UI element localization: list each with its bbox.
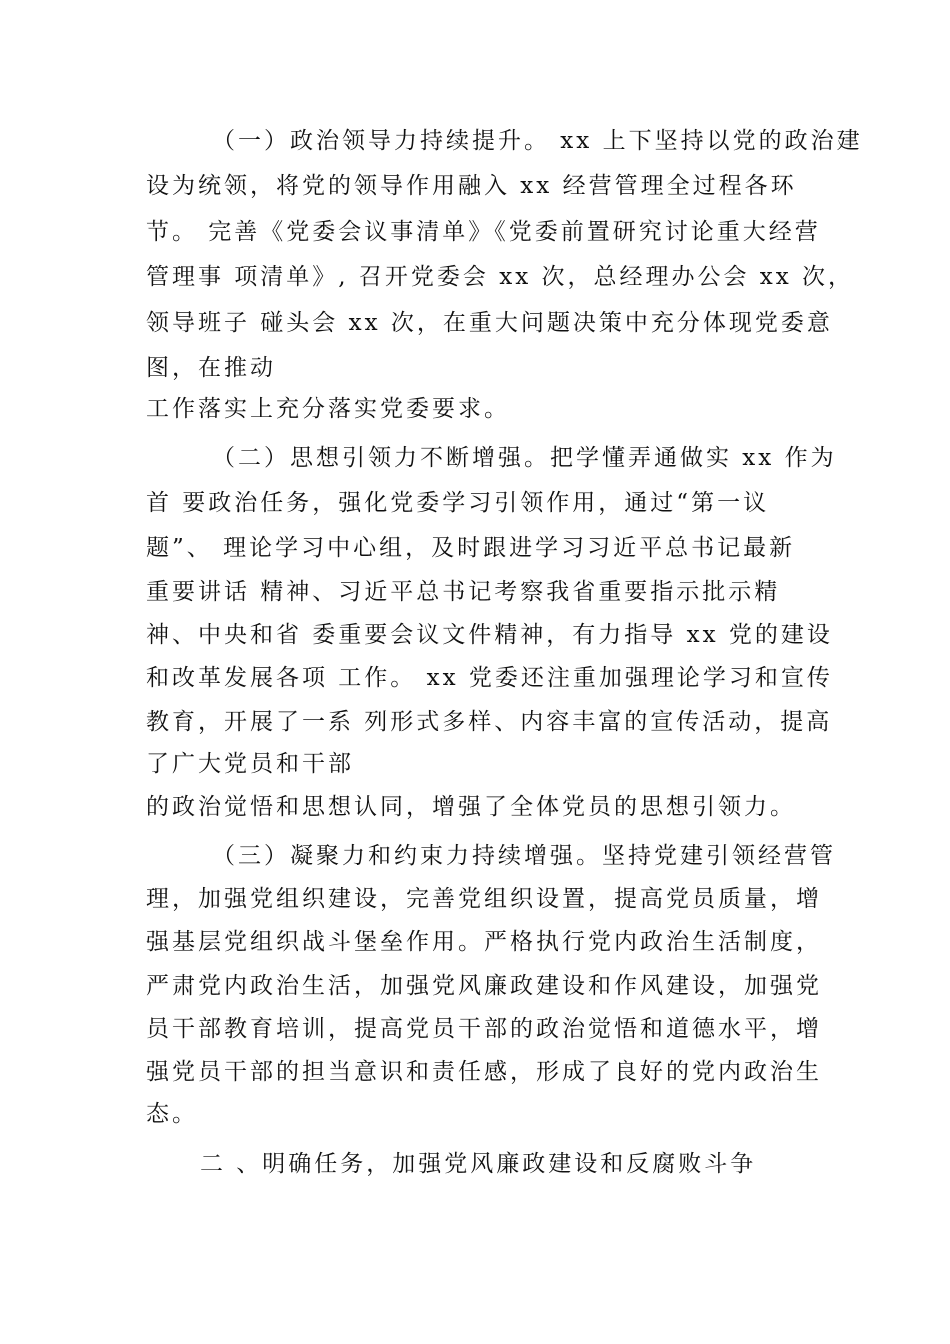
section3-line-7: 态。 bbox=[146, 1101, 198, 1127]
section1-line-7: 工作落实上充分落实党委要求。 bbox=[146, 396, 510, 422]
section2-line-5: 神、中央和省 委重要会议文件精神，有力指导 xx 党的建设 bbox=[146, 622, 833, 648]
section1-line-1: （一）政治领导力持续提升。 xx 上下坚持以党的政治建 bbox=[212, 128, 863, 154]
section3-line-5: 员干部教育培训，提高党员干部的政治觉悟和道德水平，增 bbox=[146, 1016, 822, 1042]
section2-line-6: 和改革发展各项 工作。 xx 党委还注重加强理论学习和宣传 bbox=[146, 665, 833, 691]
section3-line-1: （三）凝聚力和约束力持续增强。坚持党建引领经营管 bbox=[212, 843, 836, 869]
section2-line-4: 重要讲话 精神、习近平总书记考察我省重要指示批示精 bbox=[146, 579, 781, 605]
section1-line-4: 管理事 项清单》, 召开党委会 xx 次，总经理办公会 xx 次， bbox=[146, 264, 855, 290]
section2-line-9: 的政治觉悟和思想认同，增强了全体党员的思想引领力。 bbox=[146, 794, 796, 820]
section2-line-8: 了广大党员和干部 bbox=[146, 751, 354, 777]
section3-line-6: 强党员干部的担当意识和责任感，形成了良好的党内政治生 bbox=[146, 1059, 822, 1085]
section2-line-3: 题”、 理论学习中心组，及时跟进学习习近平总书记最新 bbox=[146, 535, 796, 561]
section3-line-2: 理，加强党组织建设，完善党组织设置，提高党员质量，增 bbox=[146, 886, 822, 912]
section2-line-1: （二）思想引领力不断增强。把学懂弄通做实 xx 作为 bbox=[212, 445, 837, 471]
section2-line-2: 首 要政治任务，强化党委学习引领作用，通过“第一议 bbox=[146, 490, 770, 516]
section1-line-5: 领导班子 碰头会 xx 次，在重大问题决策中充分体现党委意 bbox=[146, 310, 833, 336]
section2-line-7: 教育，开展了一系 列形式多样、内容丰富的宣传活动，提高 bbox=[146, 709, 833, 735]
section3-line-4: 严肃党内政治生活，加强党风廉政建设和作风建设，加强党 bbox=[146, 973, 822, 999]
section1-line-2: 设为统领，将党的领导作用融入 xx 经营管理全过程各环 bbox=[146, 173, 797, 199]
section1-line-3: 节。 完善《党委会议事清单》《党委前置研究讨论重大经营 bbox=[146, 219, 821, 245]
section1-line-6: 图，在推动 bbox=[146, 355, 276, 381]
section-heading-2: 二 、明确任务，加强党风廉政建设和反腐败斗争 bbox=[200, 1151, 757, 1177]
section3-line-3: 强基层党组织战斗堡垒作用。严格执行党内政治生活制度， bbox=[146, 929, 822, 955]
